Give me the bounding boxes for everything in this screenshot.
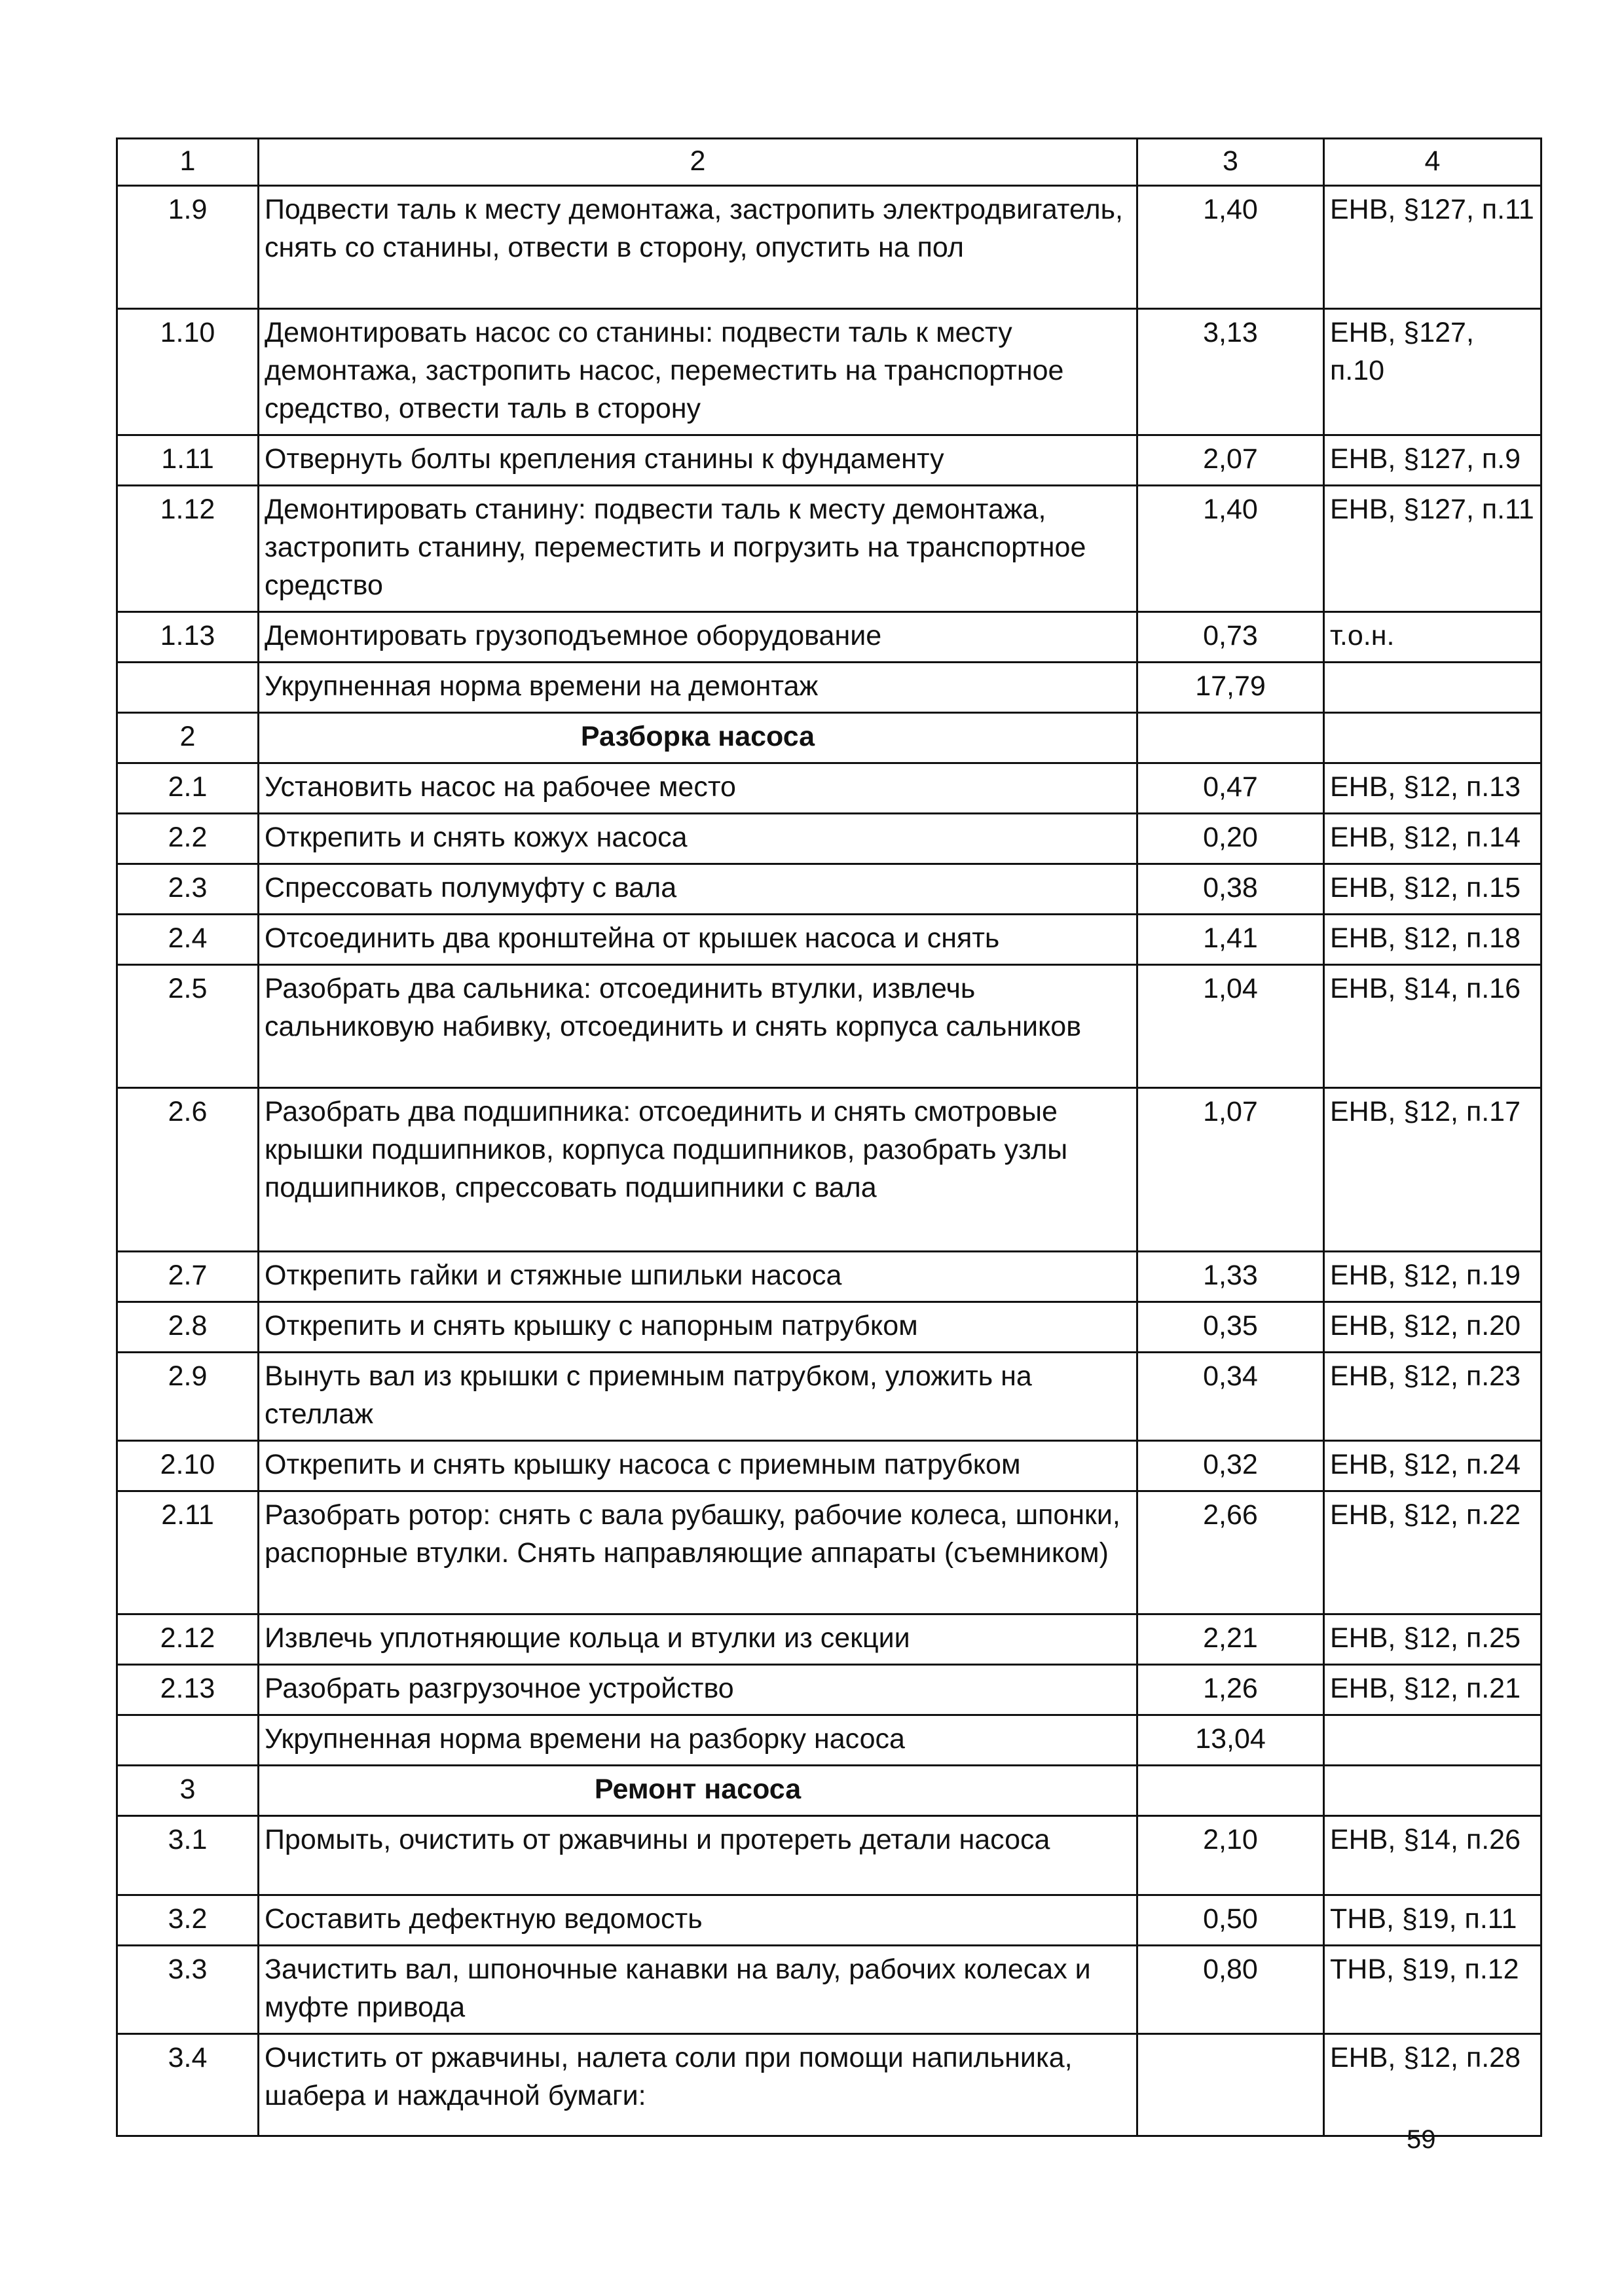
row-time-norm: 13,04 bbox=[1137, 1715, 1324, 1766]
row-time-norm: 1,40 bbox=[1137, 186, 1324, 309]
row-reference: ЕНВ, §12, п.25 bbox=[1324, 1614, 1541, 1665]
work-norms-table bbox=[116, 137, 1542, 2137]
total-row bbox=[117, 1715, 1541, 1766]
table-row bbox=[117, 1665, 1541, 1715]
row-reference: ЕНВ, §12, п.24 bbox=[1324, 1441, 1541, 1491]
row-time-norm: 0,32 bbox=[1137, 1441, 1324, 1491]
row-description: Подвести таль к месту демонтажа, застропить электродвигатель, снять со станины, отвести в сторону, опустить на пол bbox=[259, 186, 1137, 309]
header-col-4: 4 bbox=[1324, 139, 1541, 186]
row-reference: ЕНВ, §12, п.14 bbox=[1324, 814, 1541, 864]
row-number: 2.1 bbox=[117, 763, 259, 814]
row-description: Очистить от ржавчины, налета соли при помощи напильника, шабера и наждачной бумаги: bbox=[259, 2034, 1137, 2136]
table-row bbox=[117, 814, 1541, 864]
row-time-norm bbox=[1137, 1766, 1324, 1816]
row-time-norm: 1,33 bbox=[1137, 1252, 1324, 1302]
row-number: 2.12 bbox=[117, 1614, 259, 1665]
section-row bbox=[117, 1766, 1541, 1816]
row-time-norm: 1,26 bbox=[1137, 1665, 1324, 1715]
row-reference: ЕНВ, §12, п.28 bbox=[1324, 2034, 1541, 2136]
row-reference: ЕНВ, §127, п.9 bbox=[1324, 435, 1541, 486]
row-description: Открепить и снять крышку насоса с приемным патрубком bbox=[259, 1441, 1137, 1491]
row-number: 3 bbox=[117, 1766, 259, 1816]
table-row bbox=[117, 1441, 1541, 1491]
row-number: 1.11 bbox=[117, 435, 259, 486]
row-reference: ЕНВ, §12, п.20 bbox=[1324, 1302, 1541, 1353]
row-time-norm: 1,40 bbox=[1137, 486, 1324, 612]
row-number: 2.8 bbox=[117, 1302, 259, 1353]
page-number: 59 bbox=[1407, 2125, 1436, 2154]
row-description: Зачистить вал, шпоночные канавки на валу, рабочих колесах и муфте привода bbox=[259, 1946, 1137, 2034]
table-row bbox=[117, 1614, 1541, 1665]
row-time-norm bbox=[1137, 2034, 1324, 2136]
row-description: Разобрать ротор: снять с вала рубашку, рабочие колеса, шпонки, распорные втулки. Снять направляющие аппараты (съемником) bbox=[259, 1491, 1137, 1614]
table-row bbox=[117, 915, 1541, 965]
row-time-norm: 0,35 bbox=[1137, 1302, 1324, 1353]
table-row bbox=[117, 1302, 1541, 1353]
row-number: 2.6 bbox=[117, 1088, 259, 1252]
table-row bbox=[117, 763, 1541, 814]
table-row bbox=[117, 186, 1541, 309]
row-number: 3.4 bbox=[117, 2034, 259, 2136]
row-time-norm: 0,34 bbox=[1137, 1353, 1324, 1441]
table-row bbox=[117, 309, 1541, 435]
row-number: 1.9 bbox=[117, 186, 259, 309]
table-row bbox=[117, 965, 1541, 1088]
row-description: Разобрать разгрузочное устройство bbox=[259, 1665, 1137, 1715]
row-reference bbox=[1324, 663, 1541, 713]
row-number: 2.2 bbox=[117, 814, 259, 864]
table-row bbox=[117, 1816, 1541, 1895]
row-number: 1.12 bbox=[117, 486, 259, 612]
table-row bbox=[117, 1946, 1541, 2034]
row-reference: ЕНВ, §12, п.18 bbox=[1324, 915, 1541, 965]
total-row bbox=[117, 663, 1541, 713]
row-description: Демонтировать станину: подвести таль к месту демонтажа, застропить станину, переместить и погрузить на транспортное средство bbox=[259, 486, 1137, 612]
row-description: Демонтировать насос со станины: подвести таль к месту демонтажа, застропить насос, переместить на транспортное средство, отвести таль в сторону bbox=[259, 309, 1137, 435]
row-reference: ТНВ, §19, п.11 bbox=[1324, 1895, 1541, 1946]
table-row bbox=[117, 1088, 1541, 1252]
table-header-row bbox=[117, 139, 1541, 186]
row-description: Открепить и снять крышку с напорным патрубком bbox=[259, 1302, 1137, 1353]
table-row bbox=[117, 486, 1541, 612]
row-time-norm: 3,13 bbox=[1137, 309, 1324, 435]
row-description: Отвернуть болты крепления станины к фундаменту bbox=[259, 435, 1137, 486]
row-time-norm: 2,21 bbox=[1137, 1614, 1324, 1665]
row-time-norm: 0,47 bbox=[1137, 763, 1324, 814]
row-time-norm: 1,07 bbox=[1137, 1088, 1324, 1252]
table-row bbox=[117, 435, 1541, 486]
row-time-norm: 0,20 bbox=[1137, 814, 1324, 864]
section-row bbox=[117, 713, 1541, 763]
row-number: 2.13 bbox=[117, 1665, 259, 1715]
row-number: 1.10 bbox=[117, 309, 259, 435]
row-number: 3.2 bbox=[117, 1895, 259, 1946]
row-number: 2.7 bbox=[117, 1252, 259, 1302]
row-time-norm: 17,79 bbox=[1137, 663, 1324, 713]
table-row bbox=[117, 612, 1541, 663]
table-row bbox=[117, 1895, 1541, 1946]
header-col-1: 1 bbox=[117, 139, 259, 186]
row-reference bbox=[1324, 1766, 1541, 1816]
row-reference: ТНВ, §19, п.12 bbox=[1324, 1946, 1541, 2034]
row-reference bbox=[1324, 713, 1541, 763]
row-time-norm: 1,41 bbox=[1137, 915, 1324, 965]
header-col-3: 3 bbox=[1137, 139, 1324, 186]
row-reference: ЕНВ, §12, п.21 bbox=[1324, 1665, 1541, 1715]
table-row bbox=[117, 2034, 1541, 2136]
row-description: Ремонт насоса bbox=[259, 1766, 1137, 1816]
row-time-norm: 2,10 bbox=[1137, 1816, 1324, 1895]
row-time-norm bbox=[1137, 713, 1324, 763]
row-time-norm: 2,07 bbox=[1137, 435, 1324, 486]
row-time-norm: 2,66 bbox=[1137, 1491, 1324, 1614]
row-number: 2.10 bbox=[117, 1441, 259, 1491]
row-number bbox=[117, 1715, 259, 1766]
row-description: Разборка насоса bbox=[259, 713, 1137, 763]
row-description: Разобрать два подшипника: отсоединить и снять смотровые крышки подшипников, корпуса подшипников, разобрать узлы подшипников, спрессовать подшипники с вала bbox=[259, 1088, 1137, 1252]
row-description: Открепить гайки и стяжные шпильки насоса bbox=[259, 1252, 1137, 1302]
row-description: Установить насос на рабочее место bbox=[259, 763, 1137, 814]
row-description: Отсоединить два кронштейна от крышек насоса и снять bbox=[259, 915, 1137, 965]
row-reference: ЕНВ, §12, п.13 bbox=[1324, 763, 1541, 814]
row-reference: ЕНВ, §12, п.23 bbox=[1324, 1353, 1541, 1441]
row-number: 2.5 bbox=[117, 965, 259, 1088]
row-reference: ЕНВ, §12, п.22 bbox=[1324, 1491, 1541, 1614]
row-number: 3.1 bbox=[117, 1816, 259, 1895]
table-row bbox=[117, 1252, 1541, 1302]
row-time-norm: 0,38 bbox=[1137, 864, 1324, 915]
row-description: Извлечь уплотняющие кольца и втулки из секции bbox=[259, 1614, 1137, 1665]
row-number: 2.11 bbox=[117, 1491, 259, 1614]
table-row bbox=[117, 1491, 1541, 1614]
row-reference: ЕНВ, §127, п.10 bbox=[1324, 309, 1541, 435]
table-row bbox=[117, 1353, 1541, 1441]
row-reference: ЕНВ, §12, п.15 bbox=[1324, 864, 1541, 915]
row-description: Составить дефектную ведомость bbox=[259, 1895, 1137, 1946]
row-description: Вынуть вал из крышки с приемным патрубком, уложить на стеллаж bbox=[259, 1353, 1137, 1441]
row-reference: ЕНВ, §127, п.11 bbox=[1324, 486, 1541, 612]
row-number: 2.9 bbox=[117, 1353, 259, 1441]
row-description: Разобрать два сальника: отсоединить втулки, извлечь сальниковую набивку, отсоединить и снять корпуса сальников bbox=[259, 965, 1137, 1088]
row-reference: т.о.н. bbox=[1324, 612, 1541, 663]
row-reference: ЕНВ, §12, п.19 bbox=[1324, 1252, 1541, 1302]
row-description: Укрупненная норма времени на демонтаж bbox=[259, 663, 1137, 713]
row-reference: ЕНВ, §12, п.17 bbox=[1324, 1088, 1541, 1252]
row-reference: ЕНВ, §127, п.11 bbox=[1324, 186, 1541, 309]
row-reference bbox=[1324, 1715, 1541, 1766]
row-description: Укрупненная норма времени на разборку насоса bbox=[259, 1715, 1137, 1766]
row-description: Открепить и снять кожух насоса bbox=[259, 814, 1137, 864]
row-reference: ЕНВ, §14, п.16 bbox=[1324, 965, 1541, 1088]
row-description: Спрессовать полумуфту с вала bbox=[259, 864, 1137, 915]
row-time-norm: 0,73 bbox=[1137, 612, 1324, 663]
row-time-norm: 1,04 bbox=[1137, 965, 1324, 1088]
row-number: 2 bbox=[117, 713, 259, 763]
table-row bbox=[117, 864, 1541, 915]
table-body bbox=[117, 139, 1541, 2136]
row-number bbox=[117, 663, 259, 713]
row-number: 2.3 bbox=[117, 864, 259, 915]
row-number: 3.3 bbox=[117, 1946, 259, 2034]
row-time-norm: 0,50 bbox=[1137, 1895, 1324, 1946]
row-reference: ЕНВ, §14, п.26 bbox=[1324, 1816, 1541, 1895]
row-time-norm: 0,80 bbox=[1137, 1946, 1324, 2034]
row-number: 1.13 bbox=[117, 612, 259, 663]
row-description: Демонтировать грузоподъемное оборудование bbox=[259, 612, 1137, 663]
row-description: Промыть, очистить от ржавчины и протереть детали насоса bbox=[259, 1816, 1137, 1895]
row-number: 2.4 bbox=[117, 915, 259, 965]
header-col-2: 2 bbox=[259, 139, 1137, 186]
